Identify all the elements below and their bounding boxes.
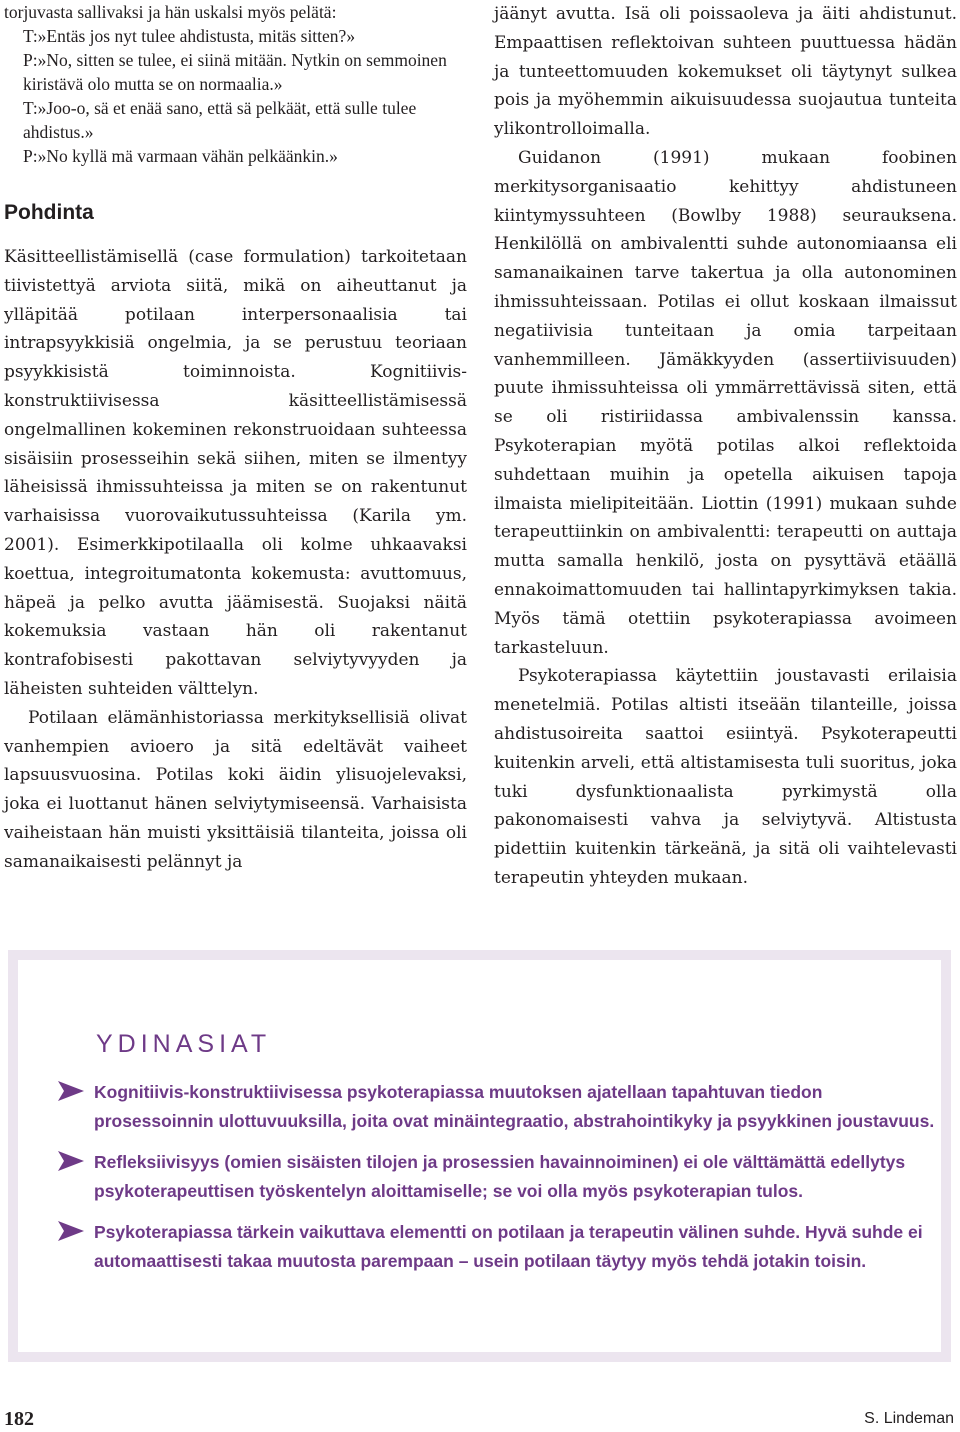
paragraph: Guidanon (1991) mukaan foobinen merkitysorganisaatio kehittyy ahdistuneen kiintymyssuhteen (Bowlby 1988) seurauksena. Henkilöllä on ambivalentti suhde autonomiaansa eli samanaikainen tarve takertua ja olla autonominen ihmissuhteissaan. Potilas ei ollut koskaan ilmaissut negatiivisia tunteitaan ja omia tarpeitaan vanhemmilleen. Jämäkkyyden (assertiivisuuden) puute ihmissuhteissa oli ymmärrettävissä siten, että se oli ristiriidassa ambivalenssin kanssa. Psykoterapian myötä potilas alkoi reflektoida suhdettaan muihin ja opetella aikuisen tapoja ilmaista mielipiteitään. Liottin (1991) mukaan suhde terapeuttiinkin on ambivalentti: terapeutti on auttaja mutta samalla henkilö, josta on pysyttävä etäällä ennakoimattomuuden tai hallintapyrkimyksen takia. Myös tämä otettiin psykoterapiassa avoimeen tarkasteluun.: [494, 147, 957, 658]
key-point-text: Kognitiivis-konstruktiivisessa psykoterapiassa muutoksen ajatellaan tapahtuvan tiedon prosessoinnin ulottuvuuksilla, joita ovat minäintegraatio, abstrahointikyky ja psyykkinen joustavuus.: [94, 1082, 935, 1131]
paragraph: jäänyt avutta. Isä oli poissaoleva ja äiti ahdistunut. Empaattisen reflektoivan suhteen puuttuessa hädän ja tunteettomuuden kokemukset oli täytynyt sulkea pois ja myöhemmin aikuisuudessa suojautua tunteita ylikontrolloimalla.: [494, 4, 957, 140]
arrowhead-bullet-icon: [58, 1151, 84, 1171]
right-column: [494, 0, 957, 893]
key-point-text: Psykoterapiassa tärkein vaikuttava elementti on potilaan ja terapeutin välinen suhde. Hyvä suhde ei automaattisesti takaa muutosta parempaan – usein potilaan täytyy myös tehdä jotakin toisin.: [94, 1222, 923, 1271]
dialogue-line: P:»No, sitten se tulee, ei siinä mitään. Nytkin on semmoinen kiristävä olo mutta se on normaalia.»: [23, 50, 447, 94]
section-heading: Pohdinta: [4, 201, 94, 224]
page-number: 182: [4, 1408, 34, 1430]
dialogue-line: P:»No kyllä mä varmaan vähän pelkäänkin.»: [23, 146, 338, 166]
paragraph: Potilaan elämänhistoriassa merkityksellisiä olivat vanhempien avioero ja sitä edeltävät vaiheet lapsuusvuosina. Potilas koki äidin ylisuojelevaksi, joka ei luottanut hänen selviytymiseensä. Varhaisista vaiheistaan hän muisti yksittäisiä tilanteita, joissa oli samanaikaisesti pelännyt ja: [4, 707, 467, 872]
arrowhead-bullet-icon: [58, 1221, 84, 1241]
key-points-inner: [18, 960, 941, 1352]
page-footer: [4, 1408, 954, 1432]
left-column: [4, 0, 467, 877]
key-point-item: [58, 1078, 938, 1136]
key-points-list: [58, 1078, 938, 1288]
key-point-text: Refleksiivisyys (omien sisäisten tilojen ja prosessien havainnoiminen) ei ole välttämättä edellytys psykoterapeuttisen työskentelyn aloittamiselle; se voi olla myös psykoterapian tulos.: [94, 1152, 906, 1201]
right-body-text: [494, 0, 957, 893]
paragraph: Psykoterapiassa käytettiin joustavasti erilaisia menetelmiä. Potilas altisti itseään tilanteille, joissa ahdistusoireita saattoi esiintyä. Psykoterapeutti kuitenkin arveli, että altistamisesta tuli suoritus, joka tuki dysfunktionaalista pyrkimystä olla pakonomaisesti vahva ja selviytyvä. Altistusta pidettiin kuitenkin tärkeänä, ja sitä oli vaihtelevasti terapeutin yhteyden mukaan.: [494, 666, 957, 888]
key-points-title: YDINASIAT: [96, 1030, 272, 1058]
dialogue-line: T:»Joo-o, sä et enää sano, että sä pelkäät, että sulle tulee ahdistus.»: [23, 98, 417, 142]
paragraph: Käsitteellistämisellä (case formulation) tarkoitetaan tiivistettyä arviota siitä, mikä on aiheuttanut ja ylläpitää potilaan interpersonaalisia tai intrapsyykkisiä ongelmia, ja se perustuu teoriaan psyykkisistä toiminnoista. Kognitiivis-konstruktiivisessa käsitteellistämisessä ongelmallinen kokeminen rekonstruoidaan suhteessa sisäisiin prosesseihin sekä siihen, miten se ilmentyy läheisissä ihmissuhteissa ja miten se on rakentunut varhaisissa vuorovaikutussuhteissa (Karila ym. 2001). Esimerkkipotilaalla oli kolme uhkaavaksi koettua, integroitumatonta kokemusta: avuttomuus, häpeä ja pelko avutta jäämisestä. Suojaksi näitä kokemuksia vastaan hän oli rakentanut kontrafobisesti pakottavan selviytyvyyden ja läheisten suhteiden välttelyn.: [4, 247, 467, 699]
dialogue-line: T:»Entäs jos nyt tulee ahdistusta, mitäs sitten?»: [23, 26, 356, 46]
dialogue-excerpt: [4, 0, 467, 168]
key-points-box: [8, 950, 951, 1362]
arrowhead-bullet-icon: [58, 1081, 84, 1101]
key-point-item: [58, 1218, 938, 1276]
running-author: S. Lindeman: [864, 1410, 954, 1427]
left-body-text: [4, 243, 467, 877]
dialogue-line: torjuvasta sallivaksi ja hän uskalsi myös pelätä:: [4, 2, 337, 22]
key-point-item: [58, 1148, 938, 1206]
